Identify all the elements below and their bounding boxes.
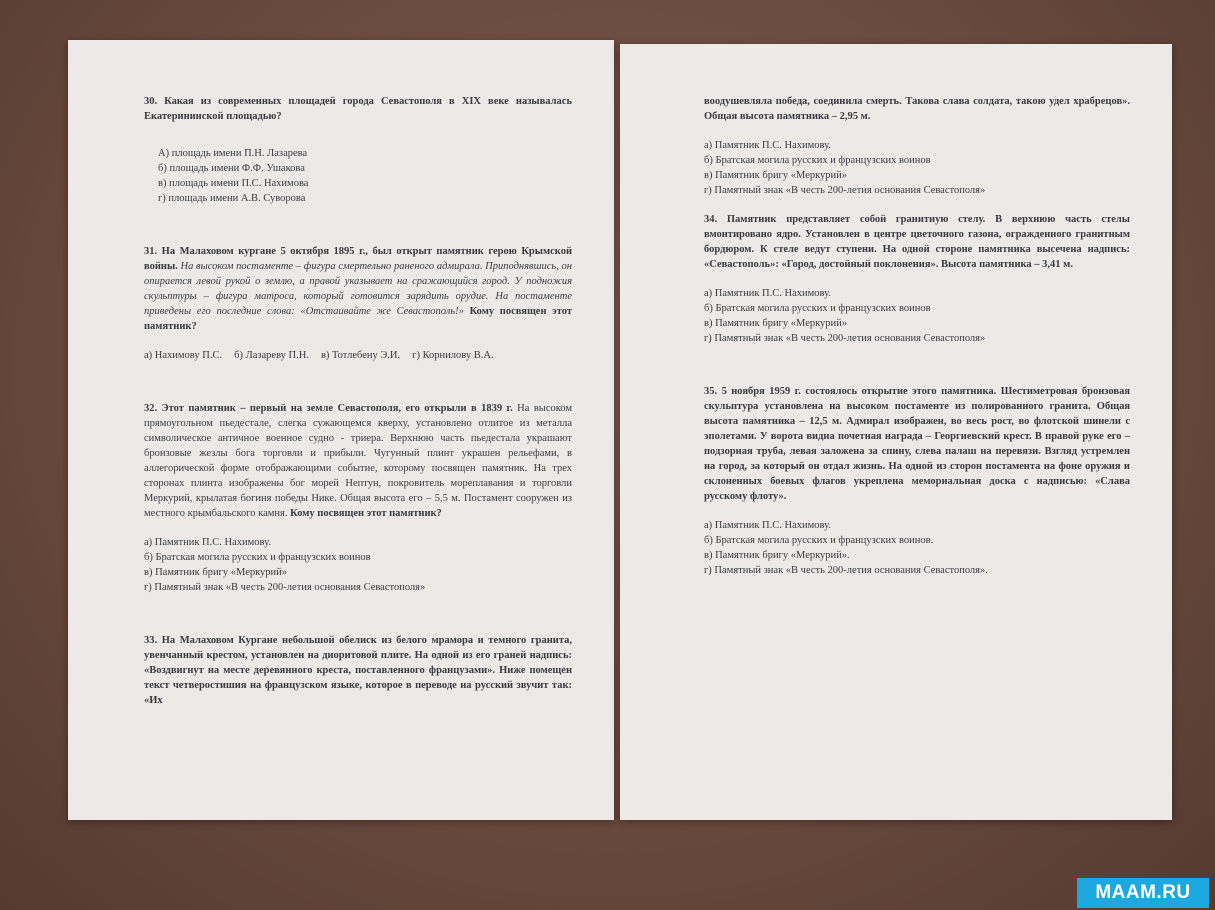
option: в) площадь имени П.С. Нахимова xyxy=(158,178,309,189)
question-31-description: На высоком постаменте – фигура смертельно раненого адмирала. Приподнявшись, он опирается левой рукой о землю, а правой указывает на сражающийся город. У подножия скульптуры – фигура матроса, который готовится зарядить орудие. На постаменте приведены его последние слова: «Отстаивайте же Севастополь!» xyxy=(144,261,572,317)
option: г) Корнилову В.А. xyxy=(412,350,494,361)
option: в) Памятник бригу «Меркурий» xyxy=(704,170,848,181)
option: в) Памятник бригу «Меркурий». xyxy=(704,550,850,561)
option: г) Памятный знак «В честь 200-летия основания Севастополя». xyxy=(704,565,988,576)
question-34: 34. Памятник представляет собой гранитную стелу. В верхнюю часть стелы вмонтировано ядро. Установлен в центре цветочного газона, огражденного гранитным бордюром. К стеле ведут ступени. На одной стороне памятника высечена надпись: «Севастополь»: «Город, достойный поклонения». Высота памятника – 3,41 м. xyxy=(704,214,1130,270)
question-31 xyxy=(144,244,572,334)
question-32-tail: Кому посвящен этот памятник? xyxy=(290,508,442,519)
right-page xyxy=(620,44,1172,820)
question-31-lead: 31. На Малаховом кургане 5 октября 1895 г., был открыт памятник герою Крымской войны. xyxy=(144,246,572,272)
question-31-tail: Кому посвящен этот памятник? xyxy=(144,306,572,332)
option: А) площадь имени П.Н. Лазарева xyxy=(158,148,308,159)
option: а) Памятник П.С. Нахимову. xyxy=(144,537,271,548)
option: в) Памятник бригу «Меркурий» xyxy=(704,318,848,329)
option: г) площадь имени А.В. Суворова xyxy=(158,193,306,204)
option: г) Памятный знак «В честь 200-летия основания Севастополя» xyxy=(144,582,426,593)
option: б) Лазареву П.Н. xyxy=(234,350,309,361)
question-32-description: На высоком прямоугольном пьедестале, слегка сужающемся кверху, установлено отлитое из металла символическое античное военное судно - триера. Верхнюю часть пьедестала украшают бронзовые жезлы бога торговли и прибыли. Чугунный плинт украшен рельефами, в аллегорической форме отображающими событие, которому посвящен памятник. На трех сторонах плинта изображены бог морей Нептун, покровитель мореплавания и торговли Меркурий, крылатая богиня победы Нике. Общая высота его – 5,5 м. Постамент сооружен из местного крымбальского камня. xyxy=(144,403,573,519)
question-35-options xyxy=(704,518,1130,578)
question-32-lead: 32. Этот памятник – первый на земле Севастополя, его открыли в 1839 г. xyxy=(144,403,513,414)
question-33-options xyxy=(704,138,1130,198)
question-32-options xyxy=(144,535,572,595)
option: г) Памятный знак «В честь 200-летия основания Севастополя» xyxy=(704,333,986,344)
question-35: 35. 5 ноября 1959 г. состоялось открытие этого памятника. Шестиметровая бронзовая скульптура установлена на высоком постаменте из полированного гранита. Общая высота памятника – 12,5 м. Адмирал изображен, во весь рост, во флотской шинели с эполетами. У ворота видна почетная награда – Георгиевский крест. В правой руке его – подзорная труба, левая заложена за спину, слева палаш на перевязи. Взгляд устремлен на город, за который он отдал жизнь. На одной из сторон постамента на фоне оружия и склоненных боевых флагов укреплена мемориальная доска с надписью: «Слава русскому флоту». xyxy=(704,386,1130,502)
question-33: 33. На Малаховом Кургане небольшой обелиск из белого мрамора и темного гранита, увенчанный крестом, установлен на диоритовой плите. На одной из его граней надпись: «Воздвигнут на месте деревянного креста, поставленного французами». Ниже помещен текст четверостишия на французском языке, которое в переводе на русский звучит так: «Их xyxy=(144,635,572,706)
question-34-options xyxy=(704,286,1130,346)
option: а) Нахимову П.С. xyxy=(144,350,223,361)
option: б) Братская могила русских и французских воинов xyxy=(704,303,931,314)
left-page xyxy=(68,40,614,820)
question-33-continued: воодушевляла победа, соединила смерть. Такова слава солдата, такою удел храбрецов». Общая высота памятника – 2,95 м. xyxy=(704,96,1130,122)
option: в) Тотлебену Э.И. xyxy=(320,350,401,361)
option: а) Памятник П.С. Нахимову. xyxy=(704,520,831,531)
question-30: 30. Какая из современных площадей города Севастополя в XIX веке называлась Екатерининской площадью? xyxy=(144,96,572,122)
question-31-options xyxy=(144,348,572,363)
option: а) Памятник П.С. Нахимову. xyxy=(704,288,831,299)
option: б) Братская могила русских и французских воинов. xyxy=(704,535,934,546)
option: а) Памятник П.С. Нахимову. xyxy=(704,140,831,151)
option: б) площадь имени Ф.Ф. Ушакова xyxy=(158,163,305,174)
option: г) Памятный знак «В честь 200-летия основания Севастополя» xyxy=(704,185,986,196)
site-watermark: MAAM.RU xyxy=(1077,878,1209,908)
option: б) Братская могила русских и французских воинов xyxy=(144,552,371,563)
question-30-options xyxy=(144,146,572,206)
question-32 xyxy=(144,401,572,521)
option: б) Братская могила русских и французских воинов xyxy=(704,155,931,166)
option: в) Памятник бригу «Меркурий» xyxy=(144,567,288,578)
